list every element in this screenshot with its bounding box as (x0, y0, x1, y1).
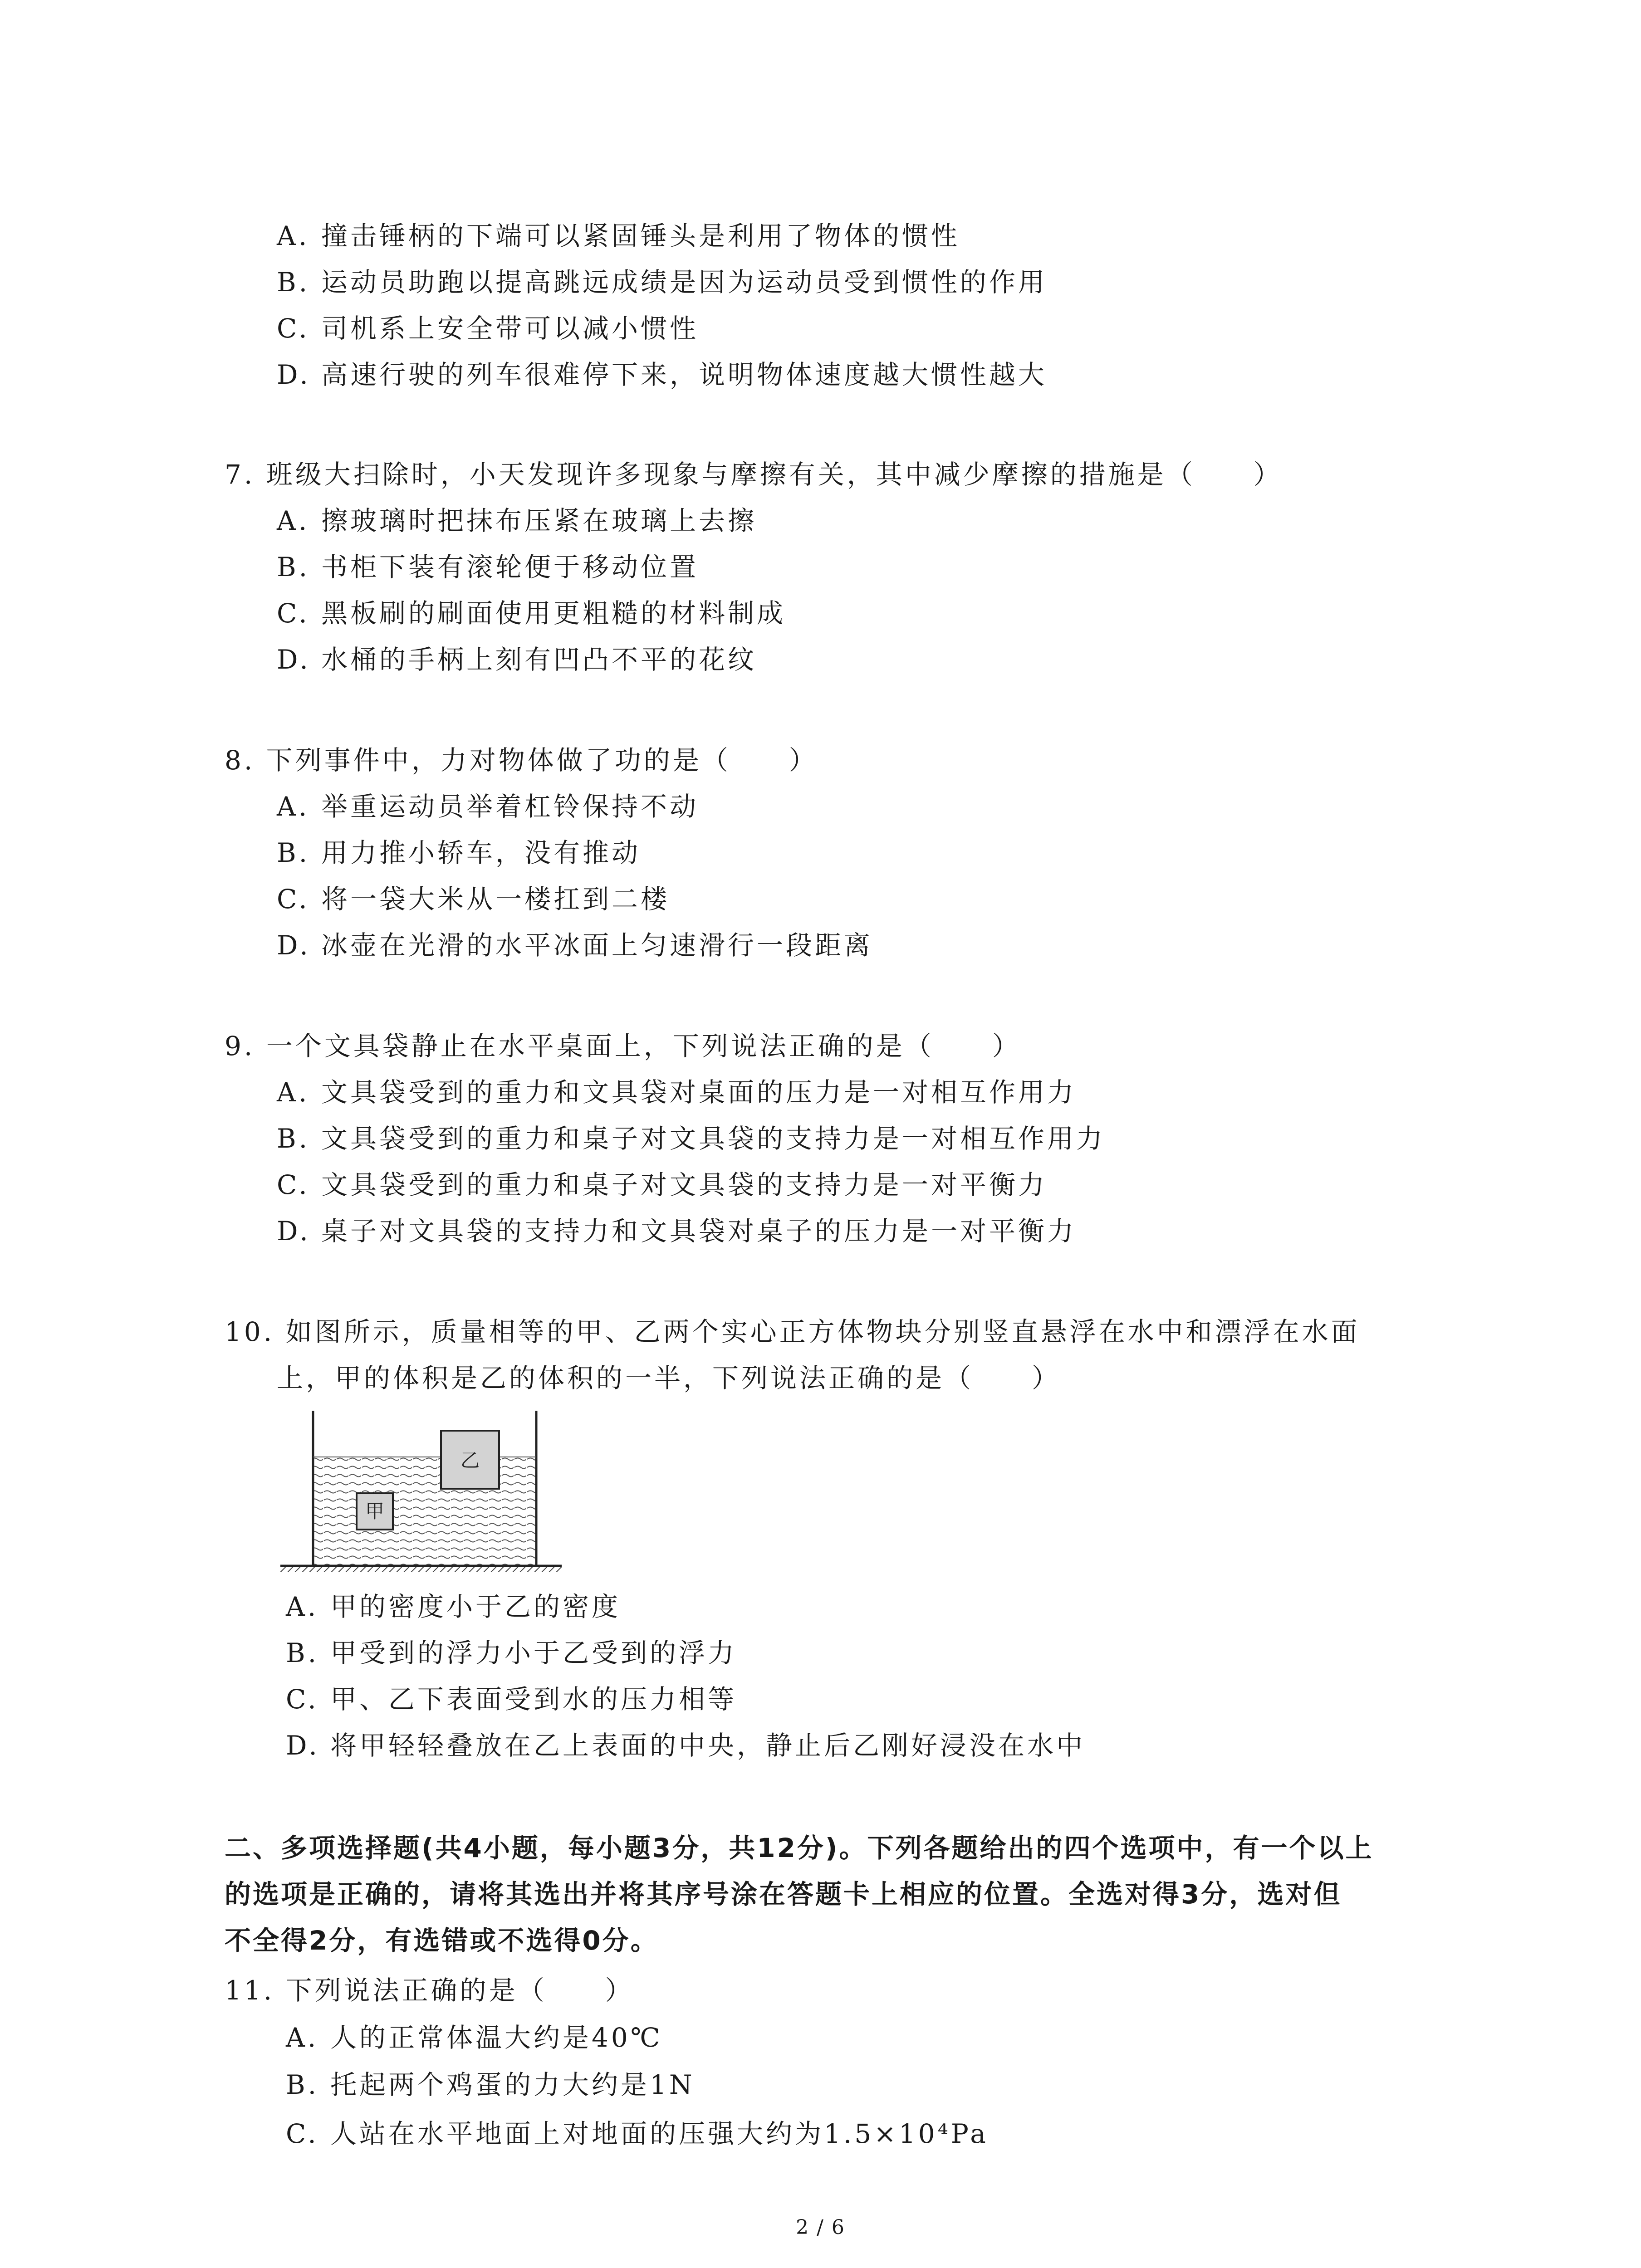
block-jia-label: 甲 (365, 1500, 385, 1522)
section2-heading-line3: 不全得2分，有选错或不选得0分。 (225, 1925, 659, 1956)
q10-option-c: C. 甲、乙下表面受到水的压力相等 (286, 1684, 737, 1715)
q7-option-b: B. 书柜下装有滚轮便于移动位置 (277, 552, 699, 582)
q10-option-b: B. 甲受到的浮力小于乙受到的浮力 (286, 1637, 737, 1668)
q6-option-d: D. 高速行驶的列车很难停下来，说明物体速度越大惯性越大 (277, 359, 1048, 390)
q7-option-d: D. 水桶的手柄上刻有凹凸不平的花纹 (277, 644, 757, 675)
q11-stem: 11. 下列说法正确的是（ ） (225, 1975, 634, 2006)
q9-option-c: C. 文具袋受到的重力和桌子对文具袋的支持力是一对平衡力 (277, 1169, 1048, 1200)
q6-option-a: A. 撞击锤柄的下端可以紧固锤头是利用了物体的惯性 (277, 220, 960, 251)
q8-option-c: C. 将一袋大米从一楼扛到二楼 (277, 884, 670, 914)
q8-option-d: D. 冰壶在光滑的水平冰面上匀速滑行一段距离 (277, 930, 873, 961)
section2-heading-line1: 二、多项选择题(共4小题，每小题3分，共12分)。下列各题给出的四个选项中，有一个以上 (225, 1833, 1374, 1863)
q10-stem-line2: 上，甲的体积是乙的体积的一半，下列说法正确的是（ ） (277, 1363, 1061, 1393)
q7-stem: 7. 班级大扫除时，小天发现许多现象与摩擦有关，其中减少摩擦的措施是（ ） (225, 459, 1283, 490)
block-jia (357, 1493, 393, 1530)
q11-option-a: A. 人的正常体温大约是40℃ (286, 2022, 663, 2053)
q8-option-b: B. 用力推小轿车，没有推动 (277, 837, 641, 868)
page-number: 2 / 6 (796, 2216, 845, 2239)
q7-option-a: A. 擦玻璃时把抹布压紧在玻璃上去擦 (277, 505, 757, 536)
q9-option-d: D. 桌子对文具袋的支持力和文具袋对桌子的压力是一对平衡力 (277, 1216, 1077, 1246)
q7-option-c: C. 黑板刷的刷面使用更粗糙的材料制成 (277, 598, 786, 629)
water (314, 1457, 535, 1566)
block-yi-label: 乙 (460, 1449, 480, 1471)
block-yi (441, 1431, 499, 1489)
q6-option-c: C. 司机系上安全带可以减小惯性 (277, 313, 699, 344)
q8-stem: 8. 下列事件中，力对物体做了功的是（ ） (225, 745, 818, 776)
q9-option-a: A. 文具袋受到的重力和文具袋对桌面的压力是一对相互作用力 (277, 1077, 1077, 1108)
q6-option-b: B. 运动员助跑以提高跳远成绩是因为运动员受到惯性的作用 (277, 267, 1048, 298)
q11-option-b: B. 托起两个鸡蛋的力大约是1N (286, 2069, 695, 2100)
q10-option-a: A. 甲的密度小于乙的密度 (286, 1591, 621, 1622)
q9-option-b: B. 文具袋受到的重力和桌子对文具袋的支持力是一对相互作用力 (277, 1123, 1106, 1154)
q10-figure-water-tank (272, 1406, 572, 1583)
q11-option-c: C. 人站在水平地面上对地面的压强大约为1.5×10⁴Pa (286, 2118, 989, 2149)
q9-stem: 9. 一个文具袋静止在水平桌面上，下列说法正确的是（ ） (225, 1031, 1021, 1061)
section2-heading-line2: 的选项是正确的，请将其选出并将其序号涂在答题卡上相应的位置。全选对得3分，选对但 (225, 1879, 1342, 1910)
q8-option-a: A. 举重运动员举着杠铃保持不动 (277, 791, 699, 822)
q10-stem-line1: 10. 如图所示，质量相等的甲、乙两个实心正方体物块分别竖直悬浮在水中和漂浮在水面 (225, 1316, 1360, 1347)
q10-option-d: D. 将甲轻轻叠放在乙上表面的中央，静止后乙刚好浸没在水中 (286, 1730, 1086, 1761)
